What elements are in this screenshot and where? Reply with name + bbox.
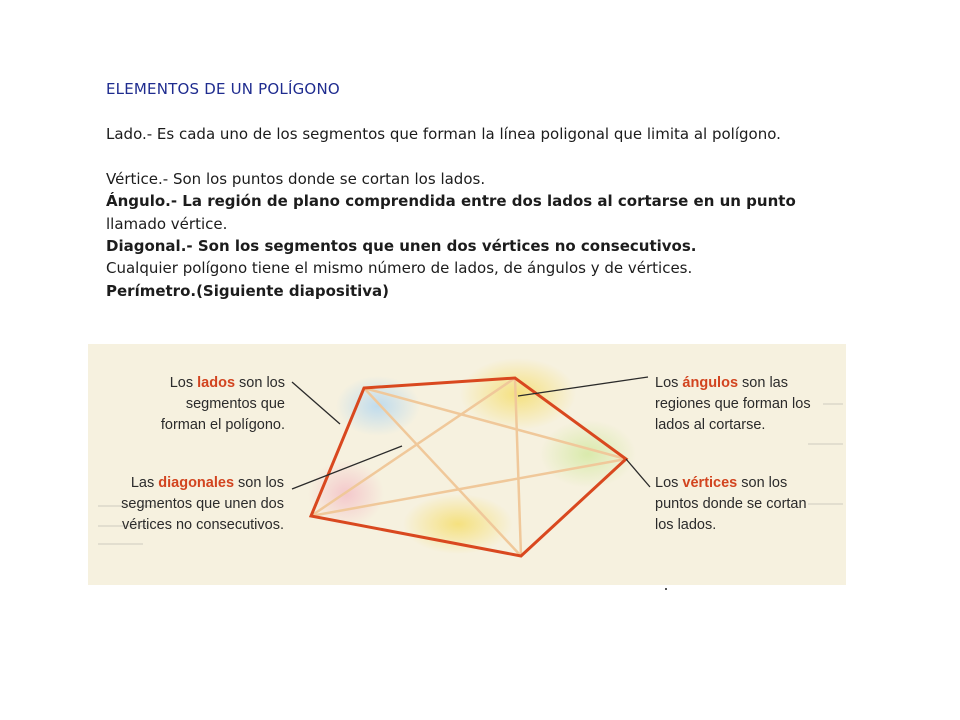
definition-diagonal: Diagonal.- Son los segmentos que unen dos vértices no consecutivos. (106, 237, 697, 255)
stray-dot (665, 588, 667, 590)
definition-vertice: Vértice.- Son los puntos donde se cortan los lados. (106, 170, 486, 188)
annotation-angulos: Los ángulos son las regiones que forman los lados al cortarse. (655, 375, 811, 433)
annotation-lados: Los lados son los segmentos que forman el polígono. (160, 375, 285, 433)
keyword-angulos: ángulos (682, 375, 739, 391)
annotation-vertices: Los vértices son los puntos donde se cortan los lados. (655, 475, 807, 533)
definition-lado: Lado.- Es cada uno de los segmentos que forman la línea poligonal que limita al polígono. (106, 125, 781, 143)
definition-perimetro: Perímetro.(Siguiente diapositiva) (106, 282, 390, 300)
annotation-diagonales: Las diagonales son los segmentos que unen dos vértices no consecutivos. (121, 475, 284, 533)
keyword-lados: lados (197, 375, 236, 391)
note-cualquier-poligono: Cualquier polígono tiene el mismo número de lados, de ángulos y de vértices. (106, 259, 693, 277)
keyword-diagonales: diagonales (158, 475, 235, 491)
definition-angulo-bold: Ángulo.- La región de plano comprendida entre dos lados al cortarse en un punto (106, 192, 796, 210)
definition-angulo-rest: llamado vértice. (106, 214, 228, 233)
definition-angulo (106, 190, 851, 235)
keyword-vertices: vértices (682, 475, 738, 491)
page-title: ELEMENTOS DE UN POLÍGONO (106, 80, 340, 98)
